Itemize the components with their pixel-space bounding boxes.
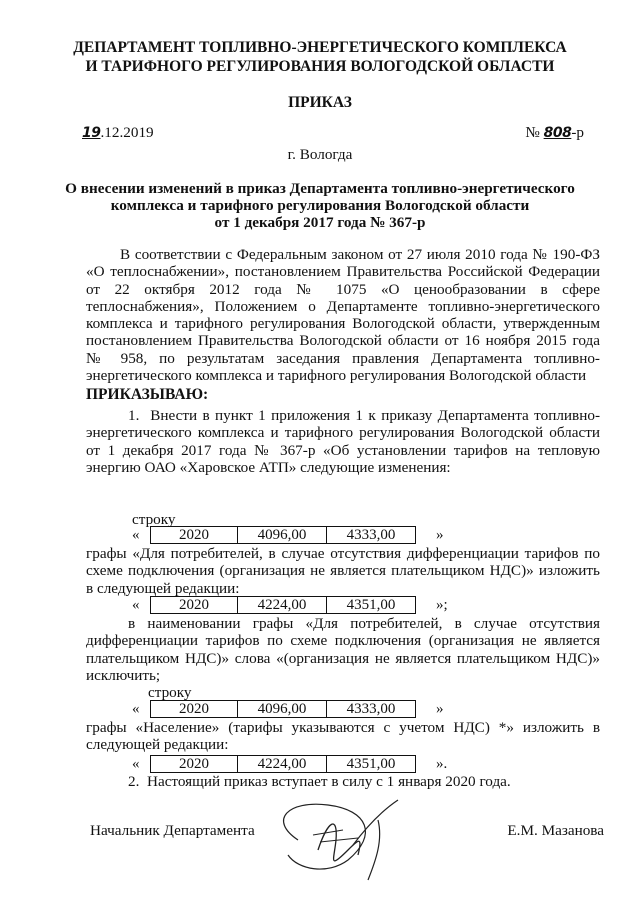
date-day-handwritten: 19: [82, 125, 101, 141]
quote-close-semicolon: »;: [436, 597, 448, 613]
item-1-text-after-row-2: в наименовании графы «Для потребителей, в случае отсутствия дифференциации тарифов по схеме подключения (организация не является плательщиком НДС)» слова «(организация не является плательщиком НДС)» исключить;: [86, 615, 600, 684]
quote-open: «: [132, 597, 140, 613]
value-row-2: [150, 596, 416, 614]
department-line-1: ДЕПАРТАМЕНТ ТОПЛИВНО-ЭНЕРГЕТИЧЕСКОГО КОМПЛЕКСА: [73, 39, 567, 56]
subject-line-3: от 1 декабря 2017 года № 367-р: [214, 214, 426, 231]
row1-value-1: 4096,00: [238, 527, 327, 544]
handwritten-signature: [258, 780, 428, 890]
subject-line-2: комплекса и тарифного регулирования Вологодской области: [110, 197, 530, 214]
item-1-text-after-row-3: графы «Население» (тарифы указываются с учетом НДС) *» изложить в следующей редакции:: [86, 719, 600, 754]
row1-value-2: 4333,00: [327, 527, 416, 544]
item-1-text-after-row-1: графы «Для потребителей, в случае отсутствия дифференциации тарифов по схеме подключения (организация не является плательщиком НДС)» изложить в следующей редакции:: [86, 545, 600, 597]
order-word: ПРИКАЗЫВАЮ:: [86, 386, 209, 403]
city: г. Вологда: [287, 146, 353, 163]
row4-year: 2020: [151, 756, 238, 773]
value-row-3: [150, 700, 416, 718]
document-number: [525, 124, 584, 142]
quote-close: »: [436, 527, 444, 543]
document-date: [82, 124, 154, 142]
quote-open: «: [132, 701, 140, 717]
signature-position: Начальник Департамента: [90, 822, 255, 839]
number-handwritten: 808: [543, 125, 572, 141]
row2-value-2: 4351,00: [327, 597, 416, 614]
value-row-4: [150, 755, 416, 773]
date-month-year: .12.2019: [100, 124, 154, 141]
department-line-2: И ТАРИФНОГО РЕГУЛИРОВАНИЯ ВОЛОГОДСКОЙ ОБЛАСТИ: [85, 58, 555, 75]
row3-value-2: 4333,00: [327, 701, 416, 718]
number-prefix: №: [525, 124, 540, 141]
row3-year: 2020: [151, 701, 238, 718]
subject-line-1: О внесении изменений в приказ Департамента топливно-энергетического: [65, 180, 575, 197]
item-1-intro: 1. Внести в пункт 1 приложения 1 к приказу Департамента топливно-энергетического комплекса и тарифного регулирования Вологодской области от 1 декабря 2017 года № 367-р «Об установлении тарифов на тепловую энергию ОАО «Харовское АТП» следующие изменения:: [86, 407, 600, 476]
signatory-name: Е.М. Мазанова: [507, 822, 604, 839]
item-2: 2. Настоящий приказ вступает в силу с 1 января 2020 года.: [128, 773, 511, 790]
department-header: [0, 38, 640, 76]
number-suffix: -р: [571, 124, 584, 141]
document-type: ПРИКАЗ: [288, 94, 352, 111]
document-subject: [0, 180, 640, 231]
row4-value-2: 4351,00: [327, 756, 416, 773]
quote-close-period: ».: [436, 756, 448, 772]
quote-open: «: [132, 756, 140, 772]
stroku-label-2: строку: [148, 684, 192, 701]
row1-year: 2020: [151, 527, 238, 544]
row2-value-1: 4224,00: [238, 597, 327, 614]
row2-year: 2020: [151, 597, 238, 614]
row3-value-1: 4096,00: [238, 701, 327, 718]
value-row-1: [150, 526, 416, 544]
stroku-label: строку: [132, 511, 176, 528]
quote-close: »: [436, 701, 444, 717]
preamble-paragraph: В соответствии с Федеральным законом от 27 июля 2010 года № 190-ФЗ «О теплоснабжении», постановлением Правительства Российской Федерации от 22 октября 2012 года № 1075 «О ценообразовании в сфере теплоснабжения», Положением о Департаменте топливно-энергетического комплекса и тарифного регулирования Вологодской области, утвержденным постановлением Правительства Вологодской области от 16 ноября 2015 года № 958, по результатам заседания правления Департамента топливно-энергетического комплекса и тарифного регулирования Вологодской области: [86, 246, 600, 385]
row4-value-1: 4224,00: [238, 756, 327, 773]
quote-open: «: [132, 527, 140, 543]
